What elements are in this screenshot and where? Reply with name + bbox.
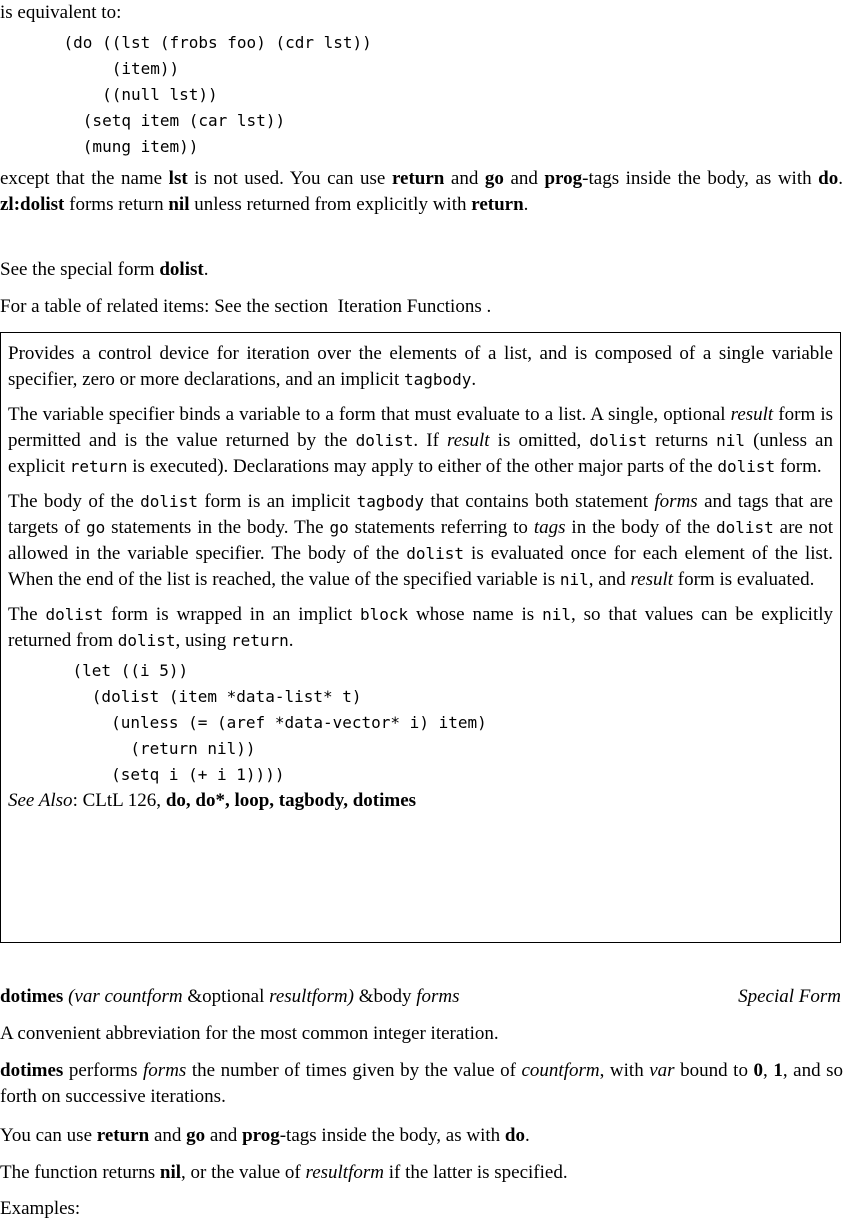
see-also: See Also: CLtL 126, do, do*, loop, tagbody, dotimes [8, 790, 417, 811]
related-items-reference[interactable]: For a table of related items: See the section Iteration Functions . [0, 296, 492, 317]
dotimes-return-go: You can use return and go and prog-tags inside the body, as with do. [0, 1125, 530, 1146]
dotimes-signature: dotimes (var countform &optional resultform) &body forms [0, 986, 460, 1007]
box-paragraph-4: The dolist form is wrapped in an implict block whose name is nil, so that values can be explicitly returned from dolist, using return. [8, 604, 834, 651]
code-block-zl-dolist: (do ((lst (frobs foo) (cdr lst)) (item)) ((null lst)) (setq item (car lst)) (mung item)) [63, 33, 372, 156]
box-paragraph-3: The body of the dolist form is an implicit tagbody that contains both statement forms and tags that are targets of go statements in the body. The go statements referring to tags in the body of the dolist are not allowed in the variable specifier. The body of the dolist is evaluated once for each element of the list. When the end of the list is reached, the value of the specified variable is nil, and result form is evaluated. [8, 491, 834, 590]
code-block-dolist-example: (let ((i 5)) (dolist (item *data-list* t) (unless (= (aref *data-vector* i) item) (return nil)) (setq i (+ i 1)))) [72, 661, 487, 784]
see-also-references[interactable]: do, do*, loop, tagbody, dotimes [165, 790, 417, 811]
dotimes-entry-header [0, 984, 841, 1010]
intro-text: is equivalent to: [0, 2, 122, 23]
entry-kind: Special Form [738, 986, 841, 1007]
dotimes-summary: A convenient abbreviation for the most common integer iteration. [0, 1023, 499, 1044]
examples-heading: Examples: [0, 1198, 81, 1219]
box-paragraph-1: Provides a control device for iteration over the elements of a list, and is composed of a single variable specifier, zero or more declarations, and an implicit tagbody. [8, 343, 833, 390]
dolist-link[interactable]: dolist [159, 259, 204, 280]
see-special-form: See the special form dolist. [0, 259, 209, 280]
box-paragraph-2: The variable specifier binds a variable to a form that must evaluate to a list. A single, optional result form is permitted and is the value returned by the dolist. If result is omitted, dolist returns nil (unless an explicit return is executed). Declarations may apply to either of the other major parts of the dolist form. [8, 404, 833, 477]
zl-dolist-description: except that the name lst is not used. You can use return and go and prog-tags inside the body, as with do. zl:dolist forms return nil unless returned from explicitly with return. [0, 168, 843, 215]
dotimes-description: dotimes performs forms the number of times given by the value of countform, with var bound to 0, 1, and so forth on successive iterations. [0, 1060, 843, 1107]
clos-dolist-box [0, 332, 841, 943]
dotimes-return-value: The function returns nil, or the value of resultform if the latter is specified. [0, 1162, 568, 1183]
